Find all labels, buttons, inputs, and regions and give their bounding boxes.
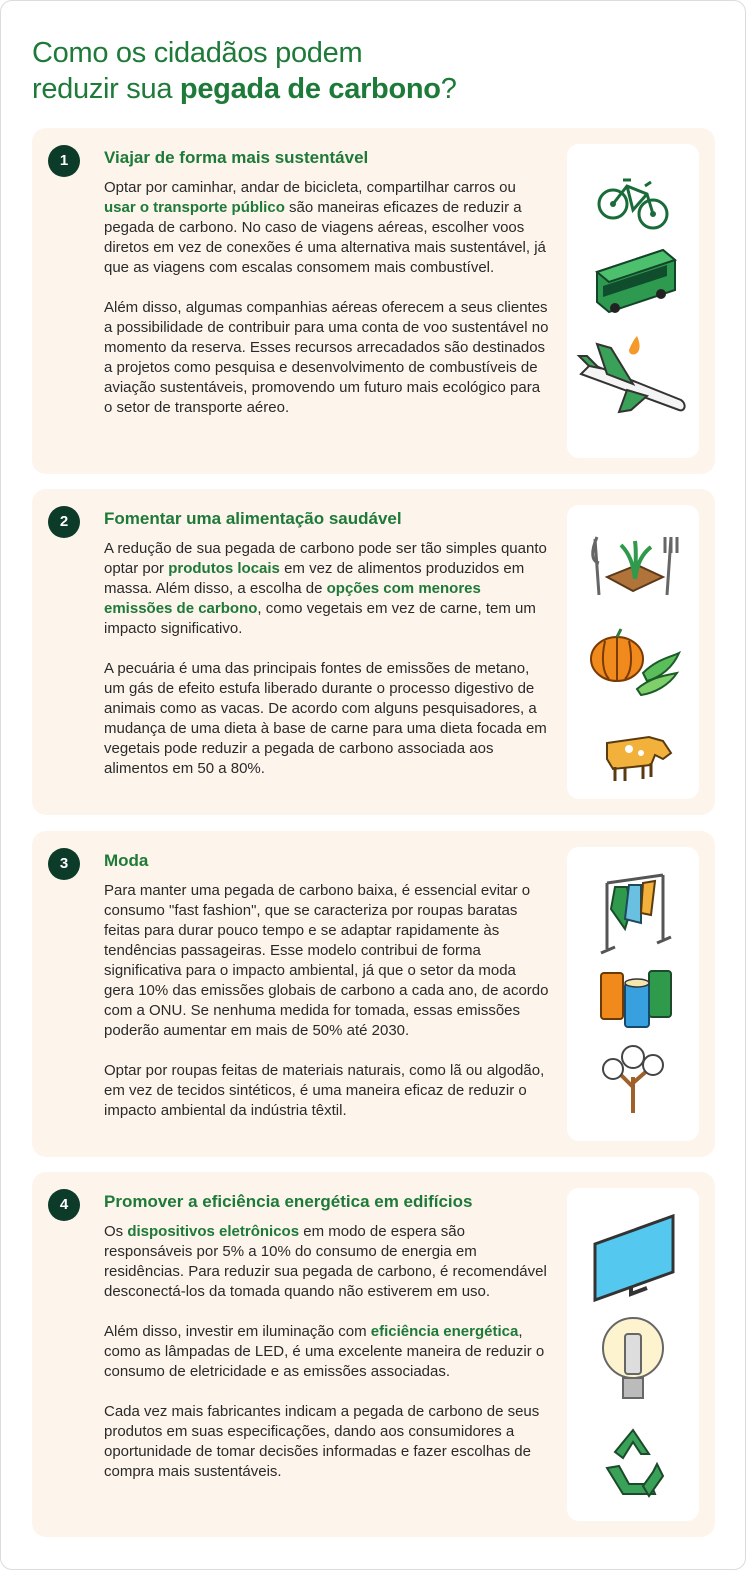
clothes-rack-icon <box>567 869 699 959</box>
plant-cutlery-icon <box>567 527 699 607</box>
recycle-icon <box>567 1424 699 1504</box>
illustration-panel <box>567 847 699 1141</box>
led-bulb-icon <box>567 1314 699 1406</box>
section-paragraph: Optar por roupas feitas de materiais naturais, como lã ou algodão, em vez de tecidos sintéticos, é uma maneira eficaz de reduzir o impacto ambiental da indústria têxtil. <box>104 1062 545 1119</box>
title-line2-prefix: reduzir sua <box>32 73 180 105</box>
text-run: Além disso, investir em iluminação com <box>104 1323 371 1340</box>
section-number-badge: 2 <box>48 506 80 538</box>
section-card-fashion <box>32 831 715 1157</box>
section-card-food <box>32 489 715 815</box>
title-line2-suffix: ? <box>440 73 457 105</box>
highlight-text: opções com menores emissões de carbono <box>104 580 481 617</box>
section-number-badge: 3 <box>48 848 80 880</box>
text-run: Optar por caminhar, andar de bicicleta, compartilhar carros ou <box>104 179 516 196</box>
section-body <box>104 1222 549 1502</box>
title-line1: Como os cidadãos podem <box>32 37 363 69</box>
section-body <box>104 539 549 799</box>
section-paragraph <box>104 1222 549 1302</box>
section-body <box>104 881 549 1141</box>
highlight-text: dispositivos eletrônicos <box>127 1223 300 1240</box>
text-run: , como vegetais em vez de carne, tem um impacto significativo. <box>104 600 536 637</box>
section-heading: Fomentar uma alimentação saudável <box>104 509 402 528</box>
section-paragraph <box>104 539 549 639</box>
section-paragraph: Além disso, algumas companhias aéreas oferecem a seus clientes a possibilidade de contribuir para uma conta de voo sustentável no momento da reserva. Esses recursos arrecadados são destinados a projetos como pesquisa e desenvolvimento de combustíveis de aviação sustentáveis, promovendo um futuro mais ecológico para o setor de transporte aéreo. <box>104 299 549 416</box>
section-heading: Promover a eficiência energética em edifícios <box>104 1192 473 1211</box>
section-card-energy <box>32 1172 715 1537</box>
illustration-panel <box>567 1188 699 1521</box>
highlight-text: usar o transporte público <box>104 199 285 216</box>
cow-icon <box>567 719 699 789</box>
section-paragraph <box>104 1322 549 1382</box>
text-run: Os <box>104 1223 128 1240</box>
airplane-icon <box>567 326 699 418</box>
highlight-text: eficiência energética <box>370 1323 519 1340</box>
text-run: , como as lâmpadas de LED, é uma excelente maneira de reduzir o consumo de eletricidade e as emissões associadas. <box>104 1323 545 1380</box>
section-card-travel <box>32 128 715 474</box>
pumpkin-icon <box>567 621 699 701</box>
text-run: são maneiras eficazes de reduzir a pegada de carbono. No caso de viagens aéreas, escolher voos diretos em vez de conexões é uma alternativa mais sustentável, já que as viagens com escalas consomem mais combustível. <box>104 199 546 276</box>
illustration-panel <box>567 144 699 458</box>
highlight-text: produtos locais <box>168 560 280 577</box>
section-number-badge: 4 <box>48 1189 80 1221</box>
section-heading: Moda <box>104 851 149 870</box>
bus-icon <box>567 242 699 318</box>
illustration-panel <box>567 505 699 799</box>
page-title <box>32 35 457 107</box>
section-paragraph: Para manter uma pegada de carbono baixa, é essencial evitar o consumo "fast fashion", que se caracteriza por roupas baratas feitas para durar pouco tempo e se adaptar rapidamente às tendências passageiras. Esse modelo contribui de forma significativa para o impacto ambiental, já que o setor da moda gera 10% das emissões globais de carbono a cada ano, de acordo com a ONU. Se nenhuma medida for tomada, essas emissões poderão aumentar em mais de 50% até 2030. <box>104 882 549 1039</box>
section-body <box>104 178 549 438</box>
monitor-icon <box>567 1210 699 1306</box>
section-paragraph <box>104 178 549 278</box>
text-run: em vez de alimentos produzidos em massa. Além disso, a escolha de <box>104 560 525 597</box>
cotton-icon <box>567 1037 699 1117</box>
section-number-badge: 1 <box>48 145 80 177</box>
bicycle-icon <box>567 166 699 234</box>
section-paragraph: A pecuária é uma das principais fontes de emissões de metano, um gás de efeito estufa liberado durante o processo digestivo de animais como as vacas. De acordo com alguns pesquisadores, a mudança de uma dieta à base de carne para uma dieta focada em vegetais pode reduzir a pegada de carbono associada aos alimentos em 50 a 80%. <box>104 660 547 777</box>
thread-spools-icon <box>567 965 699 1031</box>
title-line2-bold: pegada de carbono <box>179 73 441 105</box>
text-run: em modo de espera são responsáveis por 5% a 10% do consumo de energia em residências. Para reduzir sua pegada de carbono, é recomendável desconectá-los da tomada quando não estiverem em uso. <box>104 1223 547 1300</box>
section-heading: Viajar de forma mais sustentável <box>104 148 369 167</box>
text-run: A redução de sua pegada de carbono pode ser tão simples quanto optar por <box>104 540 547 577</box>
section-paragraph: Cada vez mais fabricantes indicam a pegada de carbono de seus produtos em suas especificações, dando aos consumidores a oportunidade de tomar decisões informadas e fazer escolhas de compra mais sustentáveis. <box>104 1403 540 1480</box>
